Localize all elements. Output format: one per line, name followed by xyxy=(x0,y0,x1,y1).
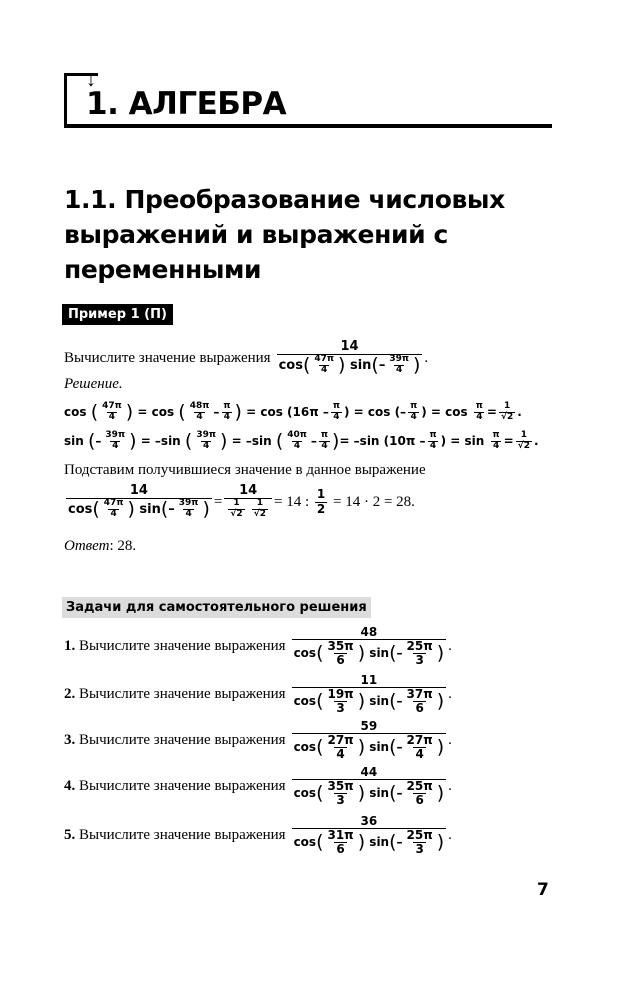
sin-derivation-line: sin ( – 39π 4 ) = –sin ( 39π 4 ) = –sin ( 40π 4 – π 4 ) = –sin (10π – π 4 ) = sin $\frac{\pi}{4}$ = $\frac{1}{√2}$ . xyxy=(64,429,539,452)
task-number: 1. xyxy=(64,638,76,655)
task-fraction: 48 cos ( 35π 6 ) sin ( – 25π 3 ) xyxy=(293,625,445,668)
arrow-down-icon: ↓ xyxy=(86,69,96,91)
substitute-text: Подставим получившиеся значение в данное выражение xyxy=(64,462,426,478)
task-number: 4. xyxy=(64,778,76,795)
task-prompt: Вычислите значение выражения xyxy=(79,638,286,655)
page-number: 7 xyxy=(537,880,549,900)
task-item: 1. Вычислите значение выражения 48 cos ( 35π 6 ) sin ( – 25π 3 ) . xyxy=(64,625,452,668)
task-prompt: Вычислите значение выражения xyxy=(79,778,286,795)
task-number: 3. xyxy=(64,732,76,749)
answer-label: Ответ xyxy=(64,538,110,554)
chapter-rule xyxy=(64,124,552,128)
example-prompt-line: Вычислите значение выражения 14 cos ( 47π 4 ) sin ( – 39π 4 ) . xyxy=(64,339,429,377)
example-fraction: 14 cos ( 47π 4 ) sin ( – 39π 4 ) xyxy=(278,339,421,377)
task-item: 2. Вычислите значение выражения 11 cos ( 19π 3 ) sin ( – 37π 6 ) . xyxy=(64,673,452,716)
task-number: 5. xyxy=(64,827,76,844)
example-badge: Пример 1 (П) xyxy=(62,304,173,325)
task-fraction: 59 cos ( 27π 4 ) sin ( – 27π 4 ) xyxy=(293,719,445,762)
task-prompt: Вычислите значение выражения xyxy=(79,827,286,844)
chapter-title: 1. АЛГЕБРА xyxy=(86,86,287,122)
answer-value: : 28. xyxy=(109,538,137,554)
task-item: 3. Вычислите значение выражения 59 cos ( 27π 4 ) sin ( – 27π 4 ) . xyxy=(64,719,452,762)
answer-line xyxy=(64,538,136,555)
result-line: 14 cos ( 47π 4 ) sin ( – 39π 4 ) = 14 1 √2 1 √2 = 14 : $\frac{1}{2}$ = 14 · 2 = 28. xyxy=(68,483,415,521)
example-prompt: Вычислите значение выражения xyxy=(64,349,271,366)
task-item: 5. Вычислите значение выражения 36 cos ( 31π 6 ) sin ( – 25π 3 ) . xyxy=(64,814,452,857)
task-number: 2. xyxy=(64,686,76,703)
solution-label: Решение. xyxy=(64,376,123,392)
section-title: 1.1. Преобразование числовых выражений и выражений с переменными xyxy=(64,185,505,284)
tasks-badge: Задачи для самостоятельного решения xyxy=(62,597,371,618)
task-fraction: 36 cos ( 31π 6 ) sin ( – 25π 3 ) xyxy=(293,814,445,857)
task-fraction: 44 cos ( 35π 3 ) sin ( – 25π 6 ) xyxy=(293,765,445,808)
task-item: 4. Вычислите значение выражения 44 cos ( 35π 3 ) sin ( – 25π 6 ) . xyxy=(64,765,452,808)
task-fraction: 11 cos ( 19π 3 ) sin ( – 37π 6 ) xyxy=(293,673,445,716)
cos-derivation-line: cos ( 47π 4 ) = cos ( 48π 4 – π 4 ) = cos (16π – π 4 ) = cos (– π 4 ) = cos $\frac{\pi}{4}$ = $\frac{1}{√2}$ . xyxy=(64,400,522,423)
task-prompt: Вычислите значение выражения xyxy=(79,732,286,749)
task-prompt: Вычислите значение выражения xyxy=(79,686,286,703)
